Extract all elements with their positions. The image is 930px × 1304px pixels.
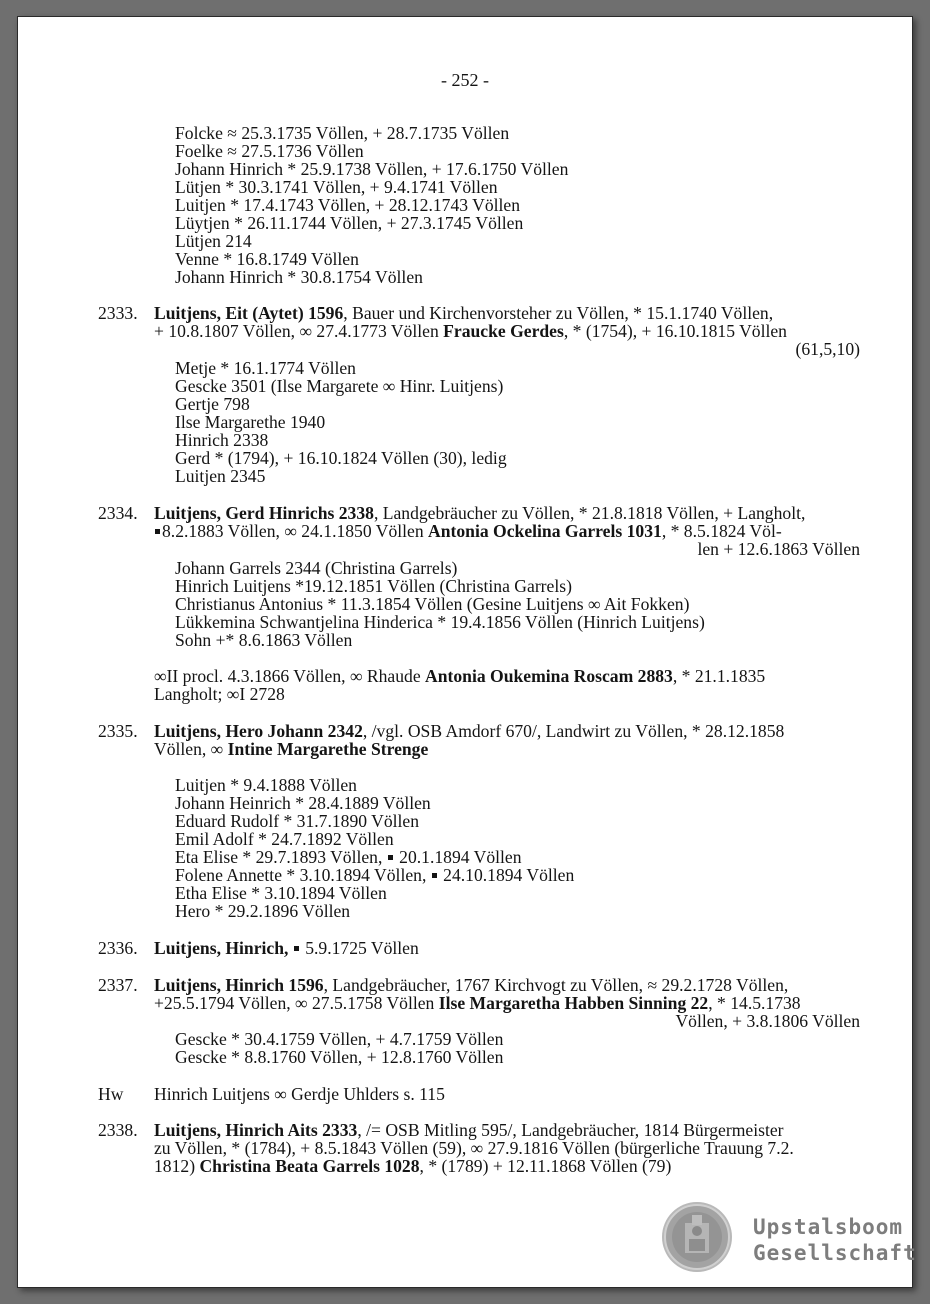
entry-number: 2337. — [98, 975, 138, 995]
child-line: Folene Annette * 3.10.1894 Völlen, 24.10.1894 Völlen — [175, 865, 575, 885]
entry-number: 2335. — [98, 721, 138, 741]
child-line: Gescke 3501 (Ilse Margarete ∞ Hinr. Luitjens) — [175, 376, 504, 396]
child-line: Gescke * 8.8.1760 Völlen, + 12.8.1760 Völlen — [175, 1047, 504, 1067]
entry-number: 2334. — [98, 503, 138, 523]
child-line: Gertje 798 — [175, 394, 250, 414]
child-line: Johann Garrels 2344 (Christina Garrels) — [175, 558, 458, 578]
entry-2334-line2: 8.2.1883 Völlen, ∞ 24.1.1850 Völlen Antonia Ockelina Garrels 1031, * 8.5.1824 Völ- — [154, 522, 782, 540]
child-line: Lütjen 214 — [175, 231, 252, 251]
entry-2333-line2: + 10.8.1807 Völlen, ∞ 27.4.1773 Völlen Fraucke Gerdes, * (1754), + 16.10.1815 Völlen — [154, 321, 787, 341]
entry-2338-line2: zu Völlen, * (1784), + 8.5.1843 Völlen (59), ∞ 27.9.1816 Völlen (bürgerliche Trauung 7.2. — [154, 1138, 794, 1158]
child-line: Etha Elise * 3.10.1894 Völlen — [175, 883, 387, 903]
child-line: Eta Elise * 29.7.1893 Völlen, 20.1.1894 Völlen — [175, 847, 522, 867]
child-line: Johann Hinrich * 30.8.1754 Völlen — [175, 267, 423, 287]
document-page — [17, 16, 917, 1288]
child-line: Luitjen * 9.4.1888 Völlen — [175, 775, 357, 795]
entry-2335-line2: Völlen, ∞ Intine Margarethe Strenge — [154, 739, 429, 759]
entry-2334-heading: Luitjens, Gerd Hinrichs 2338, Landgebräucher zu Völlen, * 21.8.1818 Völlen, + Langholt, — [154, 503, 806, 523]
child-line: Eduard Rudolf * 31.7.1890 Völlen — [175, 811, 420, 831]
child-line: Ilse Margarethe 1940 — [175, 412, 326, 432]
entry-2337-heading: Luitjens, Hinrich 1596, Landgebräucher, 1767 Kirchvogt zu Völlen, ≈ 29.2.1728 Völlen, — [154, 975, 789, 995]
child-line: Lütjen * 30.3.1741 Völlen, + 9.4.1741 Völlen — [175, 177, 498, 197]
child-line: Hero * 29.2.1896 Völlen — [175, 901, 351, 921]
burial-square-icon — [432, 873, 437, 878]
child-line: Metje * 16.1.1774 Völlen — [175, 358, 356, 378]
entry-2334-marriage2: ∞II procl. 4.3.1866 Völlen, ∞ Rhaude Antonia Oukemina Roscam 2883, * 21.1.1835 — [154, 666, 766, 686]
child-line: Gerd * (1794), + 16.10.1824 Völlen (30), ledig — [175, 448, 507, 468]
child-line: Foelke ≈ 27.5.1736 Völlen — [175, 141, 364, 161]
child-line: Johann Heinrich * 28.4.1889 Völlen — [175, 793, 431, 813]
hw-entry: Hinrich Luitjens ∞ Gerdje Uhlders s. 115 — [154, 1084, 445, 1104]
entry-2334-marriage2-line2: Langholt; ∞I 2728 — [154, 684, 285, 704]
child-line: Hinrich 2338 — [175, 430, 269, 450]
entry-number: Hw — [98, 1084, 124, 1104]
burial-square-icon — [294, 946, 299, 951]
entry-2337-line3: Völlen, + 3.8.1806 Völlen — [675, 1011, 860, 1031]
child-line: Sohn +* 8.6.1863 Völlen — [175, 630, 353, 650]
child-line: Gescke * 30.4.1759 Völlen, + 4.7.1759 Völlen — [175, 1029, 504, 1049]
brand-name-line1: Upstalsboom — [753, 1215, 904, 1239]
entry-number: 2336. — [98, 938, 138, 958]
burial-square-icon — [388, 855, 393, 860]
child-line: Christianus Antonius * 11.3.1854 Völlen (Gesine Luitjens ∞ Ait Fokken) — [175, 594, 690, 614]
child-line: Emil Adolf * 24.7.1892 Völlen — [175, 829, 394, 849]
entry-number: 2338. — [98, 1120, 138, 1140]
entry-2338-heading: Luitjens, Hinrich Aits 2333, /= OSB Mitling 595/, Landgebräucher, 1814 Bürgermeister — [154, 1120, 784, 1140]
entry-2337-line2: +25.5.1794 Völlen, ∞ 27.5.1758 Völlen Ilse Margaretha Habben Sinning 22, * 14.5.1738 — [154, 993, 801, 1013]
entry-2336-heading: Luitjens, Hinrich, 5.9.1725 Völlen — [154, 938, 419, 958]
entry-2333-heading: Luitjens, Eit (Aytet) 1596, Bauer und Kirchenvorsteher zu Völlen, * 15.1.1740 Völlen, — [154, 303, 774, 323]
entry-2338-line3: 1812) Christina Beata Garrels 1028, * (1789) + 12.11.1868 Völlen (79) — [154, 1156, 672, 1176]
child-line: Lükkemina Schwantjelina Hinderica * 19.4.1856 Völlen (Hinrich Luitjens) — [175, 612, 705, 632]
entry-2334-line3: len + 12.6.1863 Völlen — [697, 539, 860, 559]
child-line: Lüytjen * 26.11.1744 Völlen, + 27.3.1745 Völlen — [175, 213, 524, 233]
child-line: Luitjen * 17.4.1743 Völlen, + 28.12.1743 Völlen — [175, 195, 521, 215]
child-line: Venne * 16.8.1749 Völlen — [175, 249, 359, 269]
seal-logo-icon — [661, 1201, 733, 1273]
child-line: Johann Hinrich * 25.9.1738 Völlen, + 17.6.1750 Völlen — [175, 159, 569, 179]
child-line: Luitjen 2345 — [175, 466, 266, 486]
entry-2335-heading: Luitjens, Hero Johann 2342, /vgl. OSB Amdorf 670/, Landwirt zu Völlen, * 28.12.1858 — [154, 721, 785, 741]
page-number: - 252 - — [441, 70, 489, 90]
entry-number: 2333. — [98, 303, 138, 323]
entry-2333-line3: (61,5,10) — [795, 339, 860, 359]
brand-name-line2: Gesellschaft — [753, 1241, 917, 1265]
child-line: Hinrich Luitjens *19.12.1851 Völlen (Christina Garrels) — [175, 576, 572, 596]
burial-square-icon — [155, 529, 160, 534]
child-line: Folcke ≈ 25.3.1735 Völlen, + 28.7.1735 Völlen — [175, 123, 510, 143]
